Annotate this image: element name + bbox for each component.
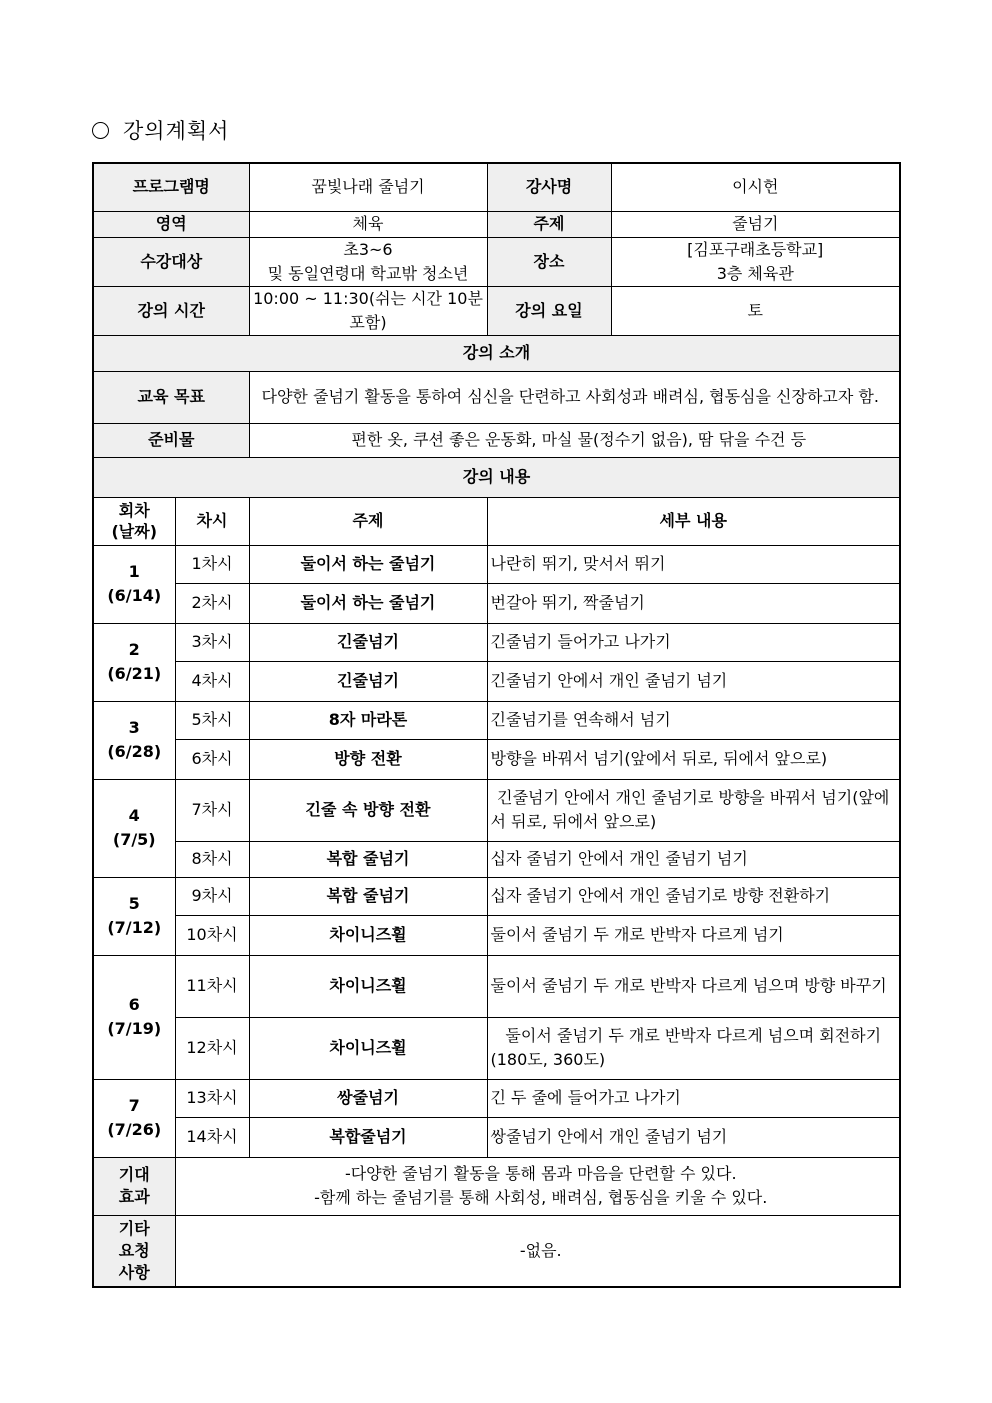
period-topic-cell: 긴줄 속 방향 전환 xyxy=(249,779,487,841)
period-detail-cell: 긴줄넘기를 연속해서 넘기 xyxy=(487,701,900,739)
period-cell: 4차시 xyxy=(175,661,249,701)
period-topic-cell: 둘이서 하는 줄넘기 xyxy=(249,583,487,623)
period-detail-cell: 둘이서 줄넘기 두 개로 반박자 다르게 넘기 xyxy=(487,915,900,955)
session-date: (7/26) xyxy=(107,1120,162,1139)
session-date: (6/28) xyxy=(107,742,162,761)
topic-column-header: 주제 xyxy=(249,497,487,545)
time-label: 강의 시간 xyxy=(93,286,249,335)
target-line-2: 및 동일연령대 학교밖 청소년 xyxy=(267,263,469,283)
period-topic-cell: 복합 줄넘기 xyxy=(249,841,487,877)
expected-line-2: -함께 하는 줄넘기를 통해 사회성, 배려심, 협동심을 키울 수 있다. xyxy=(314,1188,768,1207)
session-number: 1 xyxy=(128,562,140,581)
period-detail-cell: 긴줄넘기 안에서 개인 줄넘기로 방향을 바꿔서 넘기(앞에서 뒤로, 뒤에서 앞으로) xyxy=(487,779,900,841)
session-period-row xyxy=(93,955,900,1017)
session-period-row xyxy=(93,661,900,701)
session-period-row xyxy=(93,1017,900,1079)
expected-label-line-2: 효과 xyxy=(118,1187,150,1206)
period-topic-cell: 복합줄넘기 xyxy=(249,1117,487,1157)
period-cell: 2차시 xyxy=(175,583,249,623)
session-period-row xyxy=(93,545,900,583)
period-detail-cell: 나란히 뛰기, 맞서서 뛰기 xyxy=(487,545,900,583)
session-number: 4 xyxy=(128,806,140,825)
area-value: 체육 xyxy=(249,211,487,237)
session-date: (7/12) xyxy=(107,918,162,937)
day-label: 강의 요일 xyxy=(487,286,611,335)
period-cell: 3차시 xyxy=(175,623,249,661)
session-header-line-2: (날짜) xyxy=(111,522,158,541)
place-line-2: 3층 체육관 xyxy=(716,263,794,283)
session-number: 2 xyxy=(128,640,140,659)
other-label xyxy=(93,1215,175,1287)
time-row xyxy=(93,286,900,335)
session-period-row xyxy=(93,877,900,915)
time-value: 10:00 ~ 11:30(쉬는 시간 10분 포함) xyxy=(249,286,487,335)
target-line-1: 초3~6 xyxy=(343,239,393,259)
area-label: 영역 xyxy=(93,211,249,237)
goal-row xyxy=(93,371,900,423)
document-title xyxy=(92,114,229,146)
period-topic-cell: 쌍줄넘기 xyxy=(249,1079,487,1117)
program-value: 꿈빛나래 줄넘기 xyxy=(249,163,487,211)
content-header-row xyxy=(93,457,900,497)
session-period-row xyxy=(93,1117,900,1157)
period-detail-cell: 긴줄넘기 안에서 개인 줄넘기 넘기 xyxy=(487,661,900,701)
area-row xyxy=(93,211,900,237)
period-detail-cell: 번갈아 뛰기, 짝줄넘기 xyxy=(487,583,900,623)
detail-column-header: 세부 내용 xyxy=(487,497,900,545)
goal-label: 교육 목표 xyxy=(93,371,249,423)
period-cell: 8차시 xyxy=(175,841,249,877)
period-cell: 11차시 xyxy=(175,955,249,1017)
session-period-row xyxy=(93,841,900,877)
session-number: 6 xyxy=(128,995,140,1014)
period-topic-cell: 차이니즈휠 xyxy=(249,1017,487,1079)
session-date: (6/14) xyxy=(107,586,162,605)
period-detail-cell: 긴 두 줄에 들어가고 나가기 xyxy=(487,1079,900,1117)
period-detail-cell: 긴줄넘기 들어가고 나가기 xyxy=(487,623,900,661)
content-columns-row xyxy=(93,497,900,545)
period-detail-cell: 둘이서 줄넘기 두 개로 반박자 다르게 넘으며 회전하기(180도, 360도) xyxy=(487,1017,900,1079)
day-value: 토 xyxy=(611,286,900,335)
document-title-text: 강의계획서 xyxy=(123,119,230,143)
place-value xyxy=(611,237,900,286)
period-column-header: 차시 xyxy=(175,497,249,545)
period-cell: 13차시 xyxy=(175,1079,249,1117)
session-cell xyxy=(93,545,175,623)
place-line-1: [김포구래초등학교] xyxy=(687,239,824,259)
session-header-line-1: 회차 xyxy=(118,501,150,520)
period-cell: 1차시 xyxy=(175,545,249,583)
period-cell: 7차시 xyxy=(175,779,249,841)
other-label-line-1: 기타 xyxy=(118,1218,150,1238)
target-row xyxy=(93,237,900,286)
instructor-label: 강사명 xyxy=(487,163,611,211)
other-row xyxy=(93,1215,900,1287)
period-topic-cell: 복합 줄넘기 xyxy=(249,877,487,915)
session-number: 7 xyxy=(128,1096,140,1115)
topic-value: 줄넘기 xyxy=(611,211,900,237)
period-topic-cell: 둘이서 하는 줄넘기 xyxy=(249,545,487,583)
program-label: 프로그램명 xyxy=(93,163,249,211)
other-label-line-2: 요청 xyxy=(118,1240,150,1260)
intro-header: 강의 소개 xyxy=(93,335,900,371)
session-cell xyxy=(93,1079,175,1157)
other-value: -없음. xyxy=(175,1215,900,1287)
session-period-row xyxy=(93,779,900,841)
circle-bullet-icon xyxy=(92,122,109,139)
session-number: 3 xyxy=(128,718,140,737)
session-date: (7/19) xyxy=(107,1019,162,1038)
program-row xyxy=(93,163,900,211)
period-topic-cell: 차이니즈휠 xyxy=(249,915,487,955)
target-value xyxy=(249,237,487,286)
target-label: 수강대상 xyxy=(93,237,249,286)
session-period-row xyxy=(93,701,900,739)
expected-line-1: -다양한 줄넘기 활동을 통해 몸과 마음을 단련할 수 있다. xyxy=(344,1164,737,1183)
period-topic-cell: 긴줄넘기 xyxy=(249,623,487,661)
period-detail-cell: 방향을 바꿔서 넘기(앞에서 뒤로, 뒤에서 앞으로) xyxy=(487,739,900,779)
expected-label-line-1: 기대 xyxy=(118,1165,150,1184)
session-cell xyxy=(93,877,175,955)
session-cell xyxy=(93,955,175,1079)
period-cell: 14차시 xyxy=(175,1117,249,1157)
session-cell xyxy=(93,623,175,701)
period-cell: 9차시 xyxy=(175,877,249,915)
supplies-row xyxy=(93,423,900,457)
session-period-row xyxy=(93,1079,900,1117)
session-period-row xyxy=(93,623,900,661)
supplies-value: 편한 옷, 쿠션 좋은 운동화, 마실 물(정수기 없음), 땀 닦을 수건 등 xyxy=(249,423,900,457)
period-cell: 10차시 xyxy=(175,915,249,955)
period-cell: 6차시 xyxy=(175,739,249,779)
expected-row xyxy=(93,1157,900,1215)
instructor-value: 이시헌 xyxy=(611,163,900,211)
period-cell: 5차시 xyxy=(175,701,249,739)
expected-value xyxy=(175,1157,900,1215)
expected-label xyxy=(93,1157,175,1215)
period-detail-cell: 쌍줄넘기 안에서 개인 줄넘기 넘기 xyxy=(487,1117,900,1157)
period-detail-cell: 둘이서 줄넘기 두 개로 반박자 다르게 넘으며 방향 바꾸기 xyxy=(487,955,900,1017)
session-period-row xyxy=(93,915,900,955)
topic-label: 주제 xyxy=(487,211,611,237)
session-period-row xyxy=(93,739,900,779)
session-number: 5 xyxy=(128,894,140,913)
period-detail-cell: 십자 줄넘기 안에서 개인 줄넘기 넘기 xyxy=(487,841,900,877)
period-topic-cell: 8자 마라톤 xyxy=(249,701,487,739)
content-header: 강의 내용 xyxy=(93,457,900,497)
lecture-plan-table xyxy=(92,162,901,1288)
place-label: 장소 xyxy=(487,237,611,286)
period-topic-cell: 방향 전환 xyxy=(249,739,487,779)
other-label-line-3: 사항 xyxy=(118,1262,150,1282)
session-column-header xyxy=(93,497,175,545)
period-cell: 12차시 xyxy=(175,1017,249,1079)
supplies-label: 준비물 xyxy=(93,423,249,457)
session-date: (6/21) xyxy=(107,664,162,683)
session-cell xyxy=(93,701,175,779)
session-cell xyxy=(93,779,175,877)
goal-value: 다양한 줄넘기 활동을 통하여 심신을 단련하고 사회성과 배려심, 협동심을 신장하고자 함. xyxy=(249,371,900,423)
period-detail-cell: 십자 줄넘기 안에서 개인 줄넘기로 방향 전환하기 xyxy=(487,877,900,915)
session-date: (7/5) xyxy=(112,830,156,849)
intro-header-row xyxy=(93,335,900,371)
period-topic-cell: 차이니즈휠 xyxy=(249,955,487,1017)
session-period-row xyxy=(93,583,900,623)
period-topic-cell: 긴줄넘기 xyxy=(249,661,487,701)
